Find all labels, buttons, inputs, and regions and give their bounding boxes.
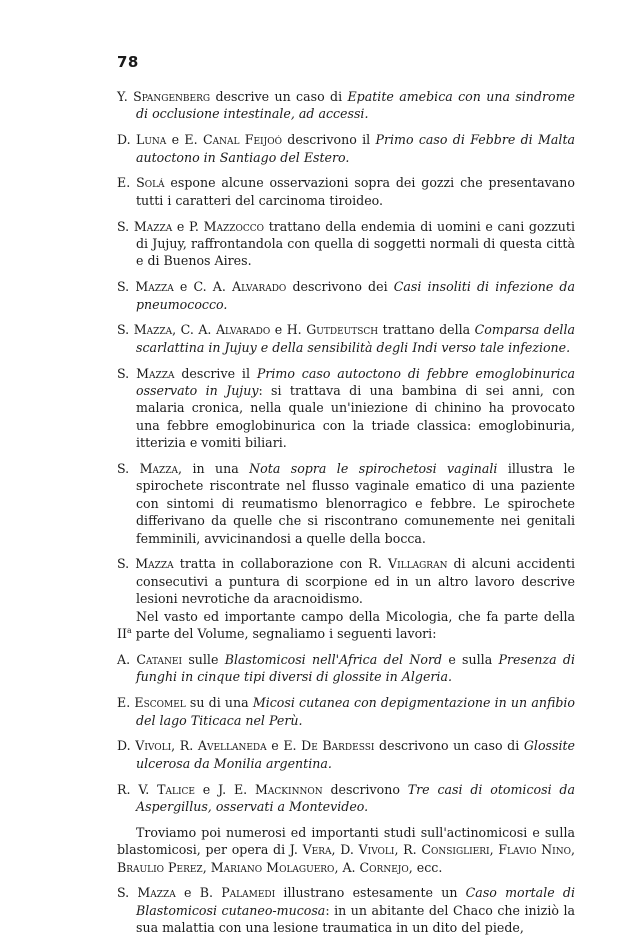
entry-catanei: A. Catanei sulle Blastomicosi nell'Africa del Nord e sulla Presenza di funghi in cinque tipi diversi di glossite in Algeria. [117, 651, 575, 685]
entry-scarlattina: S. Mazza, C. A. Alvarado e H. Gutdeutsch trattano della Comparsa della scarlattina in Jujuy e della sensibilità degli Indi verso tale infezione. [117, 322, 575, 355]
entry-escomel: E. Escomel su di una Micosi cutanea con depigmentazione in un anfibio del lago Titicaca nel Perù. [117, 695, 576, 728]
entry-febbre-emoglobinurica: S. Mazza descrive il Primo caso autoctono di febbre emoglobinurica osservato in Jujuy: si trattava di una bambina di sei anni, con malaria cronica, nella quale un'iniezione di chinino ha provocato una febbre emoglobinurica con la triade classica: emoglobinuria, itterizia e vomiti biliari. [117, 365, 575, 451]
entry-vivoli-glossite: D. Vivoli, R. Avellaneda e E. De Bardessi descrivono un caso di Glossite ulcerosa da Monilia argentina. [117, 738, 576, 771]
entry-mazza-palamedi: S. Mazza e B. Palamedi illustrano estesamente un Caso mortale di Blastomicosi cutaneo-mucosa: in un abitante del Chaco che iniziò la sua malattia con una lesione traumatica in un dito del piede, [117, 885, 575, 936]
entry-mazza-mazzocco: S. Mazza e P. Mazzocco trattano della endemia di uomini e cani gozzuti di Jujuy, raffrontandola con quella di soggetti normali di questa città e di Buenos Aires. [117, 218, 576, 269]
entry-spangenberg: Y. Spangenberg descrive un caso di Epatite amebica con una sindrome di occlusione intestinale, ad accessi. [117, 89, 575, 122]
entry-luna-feijoo: D. Luna e E. Canal Feijoó descrivono il Primo caso di Febbre di Malta autoctono in Santiago del Estero. [117, 132, 576, 165]
entry-spirochetosi: S. Mazza, in una Nota sopra le spirochetosi vaginali illustra le spirochete riscontrate nel flusso vaginale ematico di una paziente con sintomi di reumatismo blenorragico e febbre. Le spirochete differivano da quelle che si riscontrano comunemente nei genitali femminili, avvicinandosi a quelle della bocca. [117, 461, 576, 546]
entry-talice-mackinnon: R. V. Talice e J. E. Mackinnon descrivono Tre casi di otomicosi da Aspergillus, osservati a Montevideo. [117, 781, 575, 814]
entry-mazza-alvarado: S. Mazza e C. A. Alvarado descrivono dei Casi insoliti di infezione da pneumococco. [117, 279, 575, 312]
page-body [117, 88, 575, 945]
actinomicosi-paragraph: Troviamo poi numerosi ed importanti studi sull'actinomicosi e sulla blastomicosi, per opera di J. Vera, D. Vivoli, R. Consiglieri, Flavio Nino, Braulio Perez, Mariano Molaguero, A. Cornejo, ecc. [117, 824, 575, 875]
micologia-intro: Nel vasto ed importante campo della Micologia, che fa parte della $II^a$ parte del Volume, segnaliamo i seguenti lavori: [117, 608, 575, 642]
entry-sola: E. Solá espone alcune osservazioni sopra dei gozzi che presentavano tutti i caratteri del carcinoma tiroideo. [117, 175, 575, 208]
page-number: 78 [117, 53, 139, 71]
entry-mazza-villagran: S. Mazza tratta in collaborazione con R. Villagran di alcuni accidenti consecutivi a puntura di scorpione ed in un altro lavoro descrive lesioni nevrotiche da aracnoidismo. [117, 556, 576, 607]
